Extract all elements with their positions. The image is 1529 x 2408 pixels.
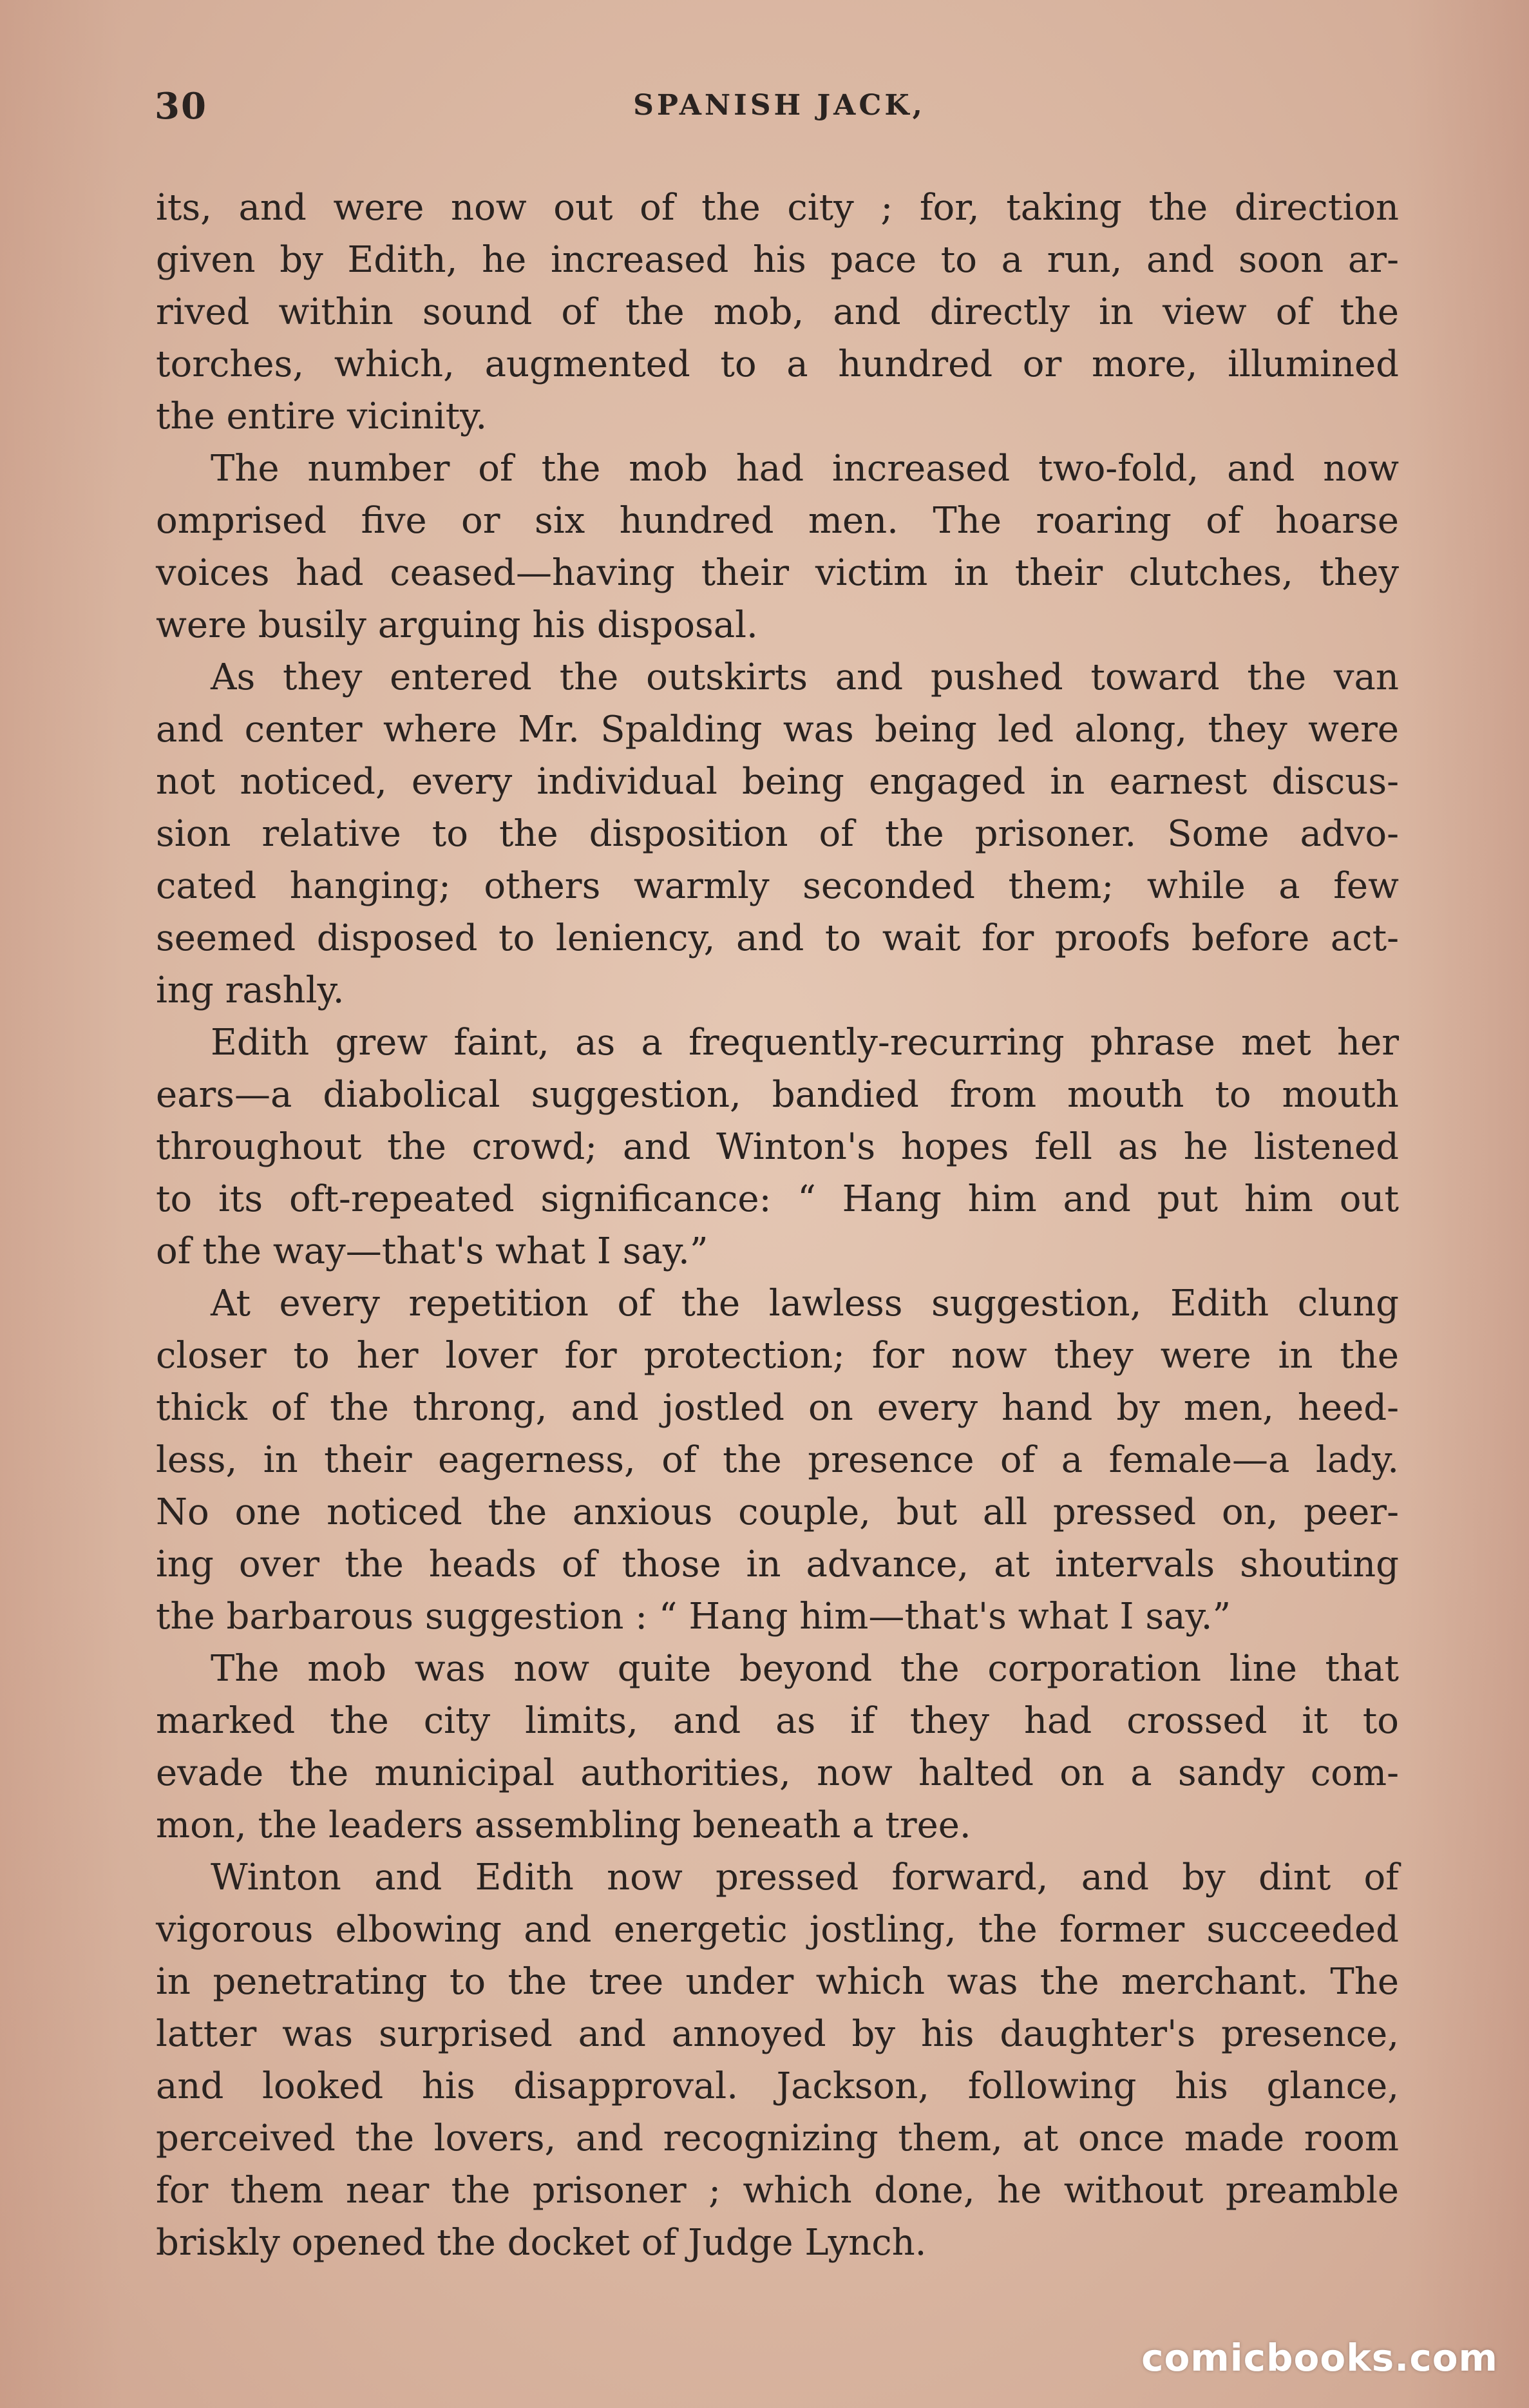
text-line: ears—a diabolical suggestion, bandied from mouth to mouth bbox=[156, 1074, 1399, 1116]
text-line: As they entered the outskirts and pushed toward the van bbox=[211, 656, 1399, 698]
text-line: marked the city limits, and as if they had crossed it to bbox=[156, 1700, 1399, 1742]
page-number: 30 bbox=[155, 85, 207, 128]
text-line: and center where Mr. Spalding was being led along, they were bbox=[156, 709, 1399, 750]
text-line: The number of the mob had increased two-fold, and now bbox=[211, 448, 1399, 490]
text-line: thick of the throng, and jostled on every hand by men, heed- bbox=[156, 1387, 1399, 1429]
text-line: for them near the prisoner ; which done, he without preamble bbox=[156, 2170, 1399, 2212]
text-line: cated hanging; others warmly seconded them; while a few bbox=[156, 865, 1399, 907]
text-line: voices had ceased—having their victim in their clutches, they bbox=[156, 552, 1399, 594]
text-line: briskly opened the docket of Judge Lynch. bbox=[156, 2222, 927, 2264]
text-line: ing rashly. bbox=[156, 970, 345, 1011]
text-line: its, and were now out of the city ; for, taking the direction bbox=[156, 187, 1399, 229]
text-line: No one noticed the anxious couple, but all pressed on, peer- bbox=[156, 1491, 1399, 1533]
text-line: At every repetition of the lawless suggestion, Edith clung bbox=[211, 1283, 1399, 1324]
watermark: comicbooks.com bbox=[1141, 2336, 1498, 2380]
body-text bbox=[156, 182, 1399, 2269]
text-line: throughout the crowd; and Winton's hopes fell as he listened bbox=[156, 1126, 1399, 1168]
text-line: seemed disposed to leniency, and to wait for proofs before act- bbox=[156, 917, 1399, 959]
text-line: latter was surprised and annoyed by his daughter's presence, bbox=[156, 2013, 1399, 2055]
text-line: rived within sound of the mob, and directly in view of the bbox=[156, 291, 1399, 333]
text-line: omprised five or six hundred men. The roaring of hoarse bbox=[156, 500, 1399, 542]
text-line: given by Edith, he increased his pace to a run, and soon ar- bbox=[156, 239, 1399, 281]
text-line: the barbarous suggestion : “ Hang him—that's what I say.” bbox=[156, 1596, 1231, 1638]
text-line: The mob was now quite beyond the corporation line that bbox=[211, 1648, 1399, 1690]
text-line: the entire vicinity. bbox=[156, 396, 488, 437]
text-line: vigorous elbowing and energetic jostling, the former succeeded bbox=[156, 1909, 1399, 1951]
text-line: evade the municipal authorities, now halted on a sandy com- bbox=[156, 1752, 1399, 1794]
text-line: torches, which, augmented to a hundred or more, illumined bbox=[156, 343, 1399, 385]
text-line: were busily arguing his disposal. bbox=[156, 604, 758, 646]
text-line: sion relative to the disposition of the prisoner. Some advo- bbox=[156, 813, 1399, 855]
text-line: and looked his disapproval. Jackson, following his glance, bbox=[156, 2065, 1399, 2107]
running-title: SPANISH JACK, bbox=[633, 89, 926, 122]
text-line: not noticed, every individual being engaged in earnest discus- bbox=[156, 761, 1399, 803]
text-line: of the way—that's what I say.” bbox=[156, 1230, 708, 1272]
running-head bbox=[155, 85, 1404, 130]
text-line: in penetrating to the tree under which was the merchant. The bbox=[156, 1961, 1399, 2003]
text-line: to its oft-repeated significance: “ Hang him and put him out bbox=[156, 1178, 1399, 1220]
text-line: closer to her lover for protection; for now they were in the bbox=[156, 1335, 1399, 1377]
text-line: mon, the leaders assembling beneath a tree. bbox=[156, 1804, 971, 1846]
text-line: less, in their eagerness, of the presence of a female—a lady. bbox=[156, 1439, 1399, 1481]
text-line: Winton and Edith now pressed forward, and by dint of bbox=[211, 1857, 1399, 1898]
text-line: Edith grew faint, as a frequently-recurring phrase met her bbox=[211, 1022, 1399, 1064]
text-line: ing over the heads of those in advance, at intervals shouting bbox=[156, 1543, 1399, 1585]
text-line: perceived the lovers, and recognizing them, at once made room bbox=[156, 2117, 1399, 2159]
